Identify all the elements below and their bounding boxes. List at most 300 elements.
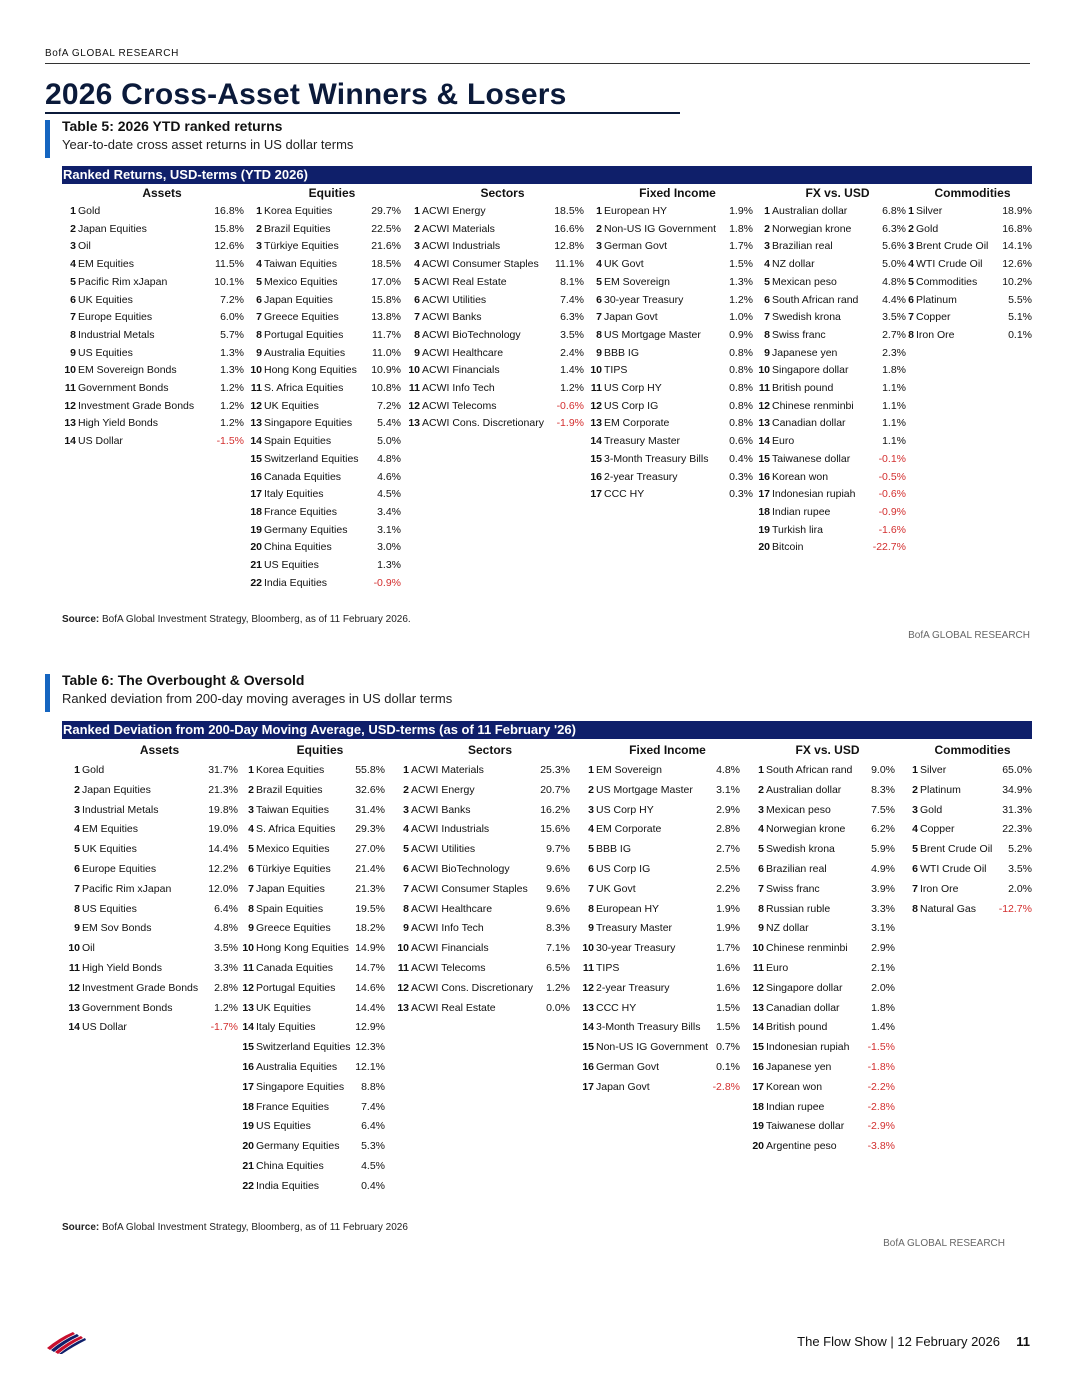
- table5-fixed-income-row: [588, 221, 753, 237]
- table5-sectors-row: [406, 292, 584, 308]
- item-name: Brent Crude Oil: [920, 843, 993, 856]
- rank-number: 1: [70, 205, 76, 217]
- item-name: UK Equities: [264, 399, 319, 412]
- rank-number: 2: [403, 783, 409, 796]
- table5-equities-row: [248, 203, 401, 219]
- rank-number: 8: [908, 328, 914, 341]
- item-name: Mexican peso: [766, 803, 831, 816]
- table5-header-fixed-income: Fixed Income: [639, 186, 716, 200]
- item-value: 5.0%: [377, 435, 401, 448]
- table5-equities-row: [248, 557, 401, 573]
- item-name: Norwegian krone: [772, 222, 852, 235]
- item-value: 0.1%: [1008, 328, 1032, 341]
- rank-number: 13: [582, 1001, 594, 1014]
- table6-sectors-row: [395, 960, 570, 976]
- item-name: Australian dollar: [766, 783, 842, 796]
- table6-fixed-income-row: [580, 1059, 740, 1075]
- item-name: German Govt: [596, 1061, 660, 1073]
- item-value: 1.3%: [729, 275, 753, 288]
- rank-number: 13: [752, 1001, 764, 1014]
- table5-fixed-income-row: [588, 380, 753, 396]
- item-name: ACWI Utilities: [422, 293, 487, 306]
- rank-number: 4: [588, 823, 594, 836]
- item-name: WTI Crude Oil: [916, 258, 983, 271]
- rank-number: 12: [68, 981, 80, 994]
- table6-equities-row: [240, 1158, 385, 1174]
- table5-assets-row: [62, 238, 244, 254]
- item-name: ACWI Consumer Staples: [411, 882, 528, 895]
- item-name: European HY: [604, 205, 668, 217]
- item-name: US Equities: [256, 1120, 311, 1133]
- item-name: Australian dollar: [772, 205, 848, 217]
- item-name: UK Equities: [256, 1001, 311, 1014]
- item-value: 1.6%: [716, 981, 740, 994]
- rank-number: 5: [414, 275, 420, 288]
- item-value: 12.2%: [208, 863, 238, 875]
- item-name: US Corp HY: [604, 382, 662, 394]
- table5-banner: Ranked Returns, USD-terms (YTD 2026): [62, 166, 1032, 184]
- table6-equities-row: [240, 960, 385, 976]
- rank-number: 4: [256, 258, 262, 271]
- table5-sectors-row: [406, 238, 584, 254]
- item-value: 11.0%: [372, 346, 401, 359]
- item-value: 55.8%: [355, 764, 385, 776]
- table6-assets-row: [62, 940, 238, 956]
- item-value: 4.8%: [214, 922, 238, 935]
- item-value: 0.9%: [729, 328, 753, 341]
- item-value: 6.4%: [214, 902, 238, 915]
- rank-number: 11: [758, 382, 770, 394]
- item-name: Swiss franc: [766, 882, 820, 895]
- item-name: Germany Equities: [264, 523, 348, 536]
- rank-number: 8: [912, 902, 918, 915]
- rank-number: 1: [588, 764, 594, 776]
- rank-number: 1: [596, 205, 602, 217]
- item-name: Chinese renminbi: [766, 942, 848, 955]
- table6-fixed-income-row: [580, 980, 740, 996]
- rank-number: 7: [403, 882, 409, 895]
- item-name: Taiwanese dollar: [766, 1120, 845, 1133]
- item-value: 15.6%: [540, 823, 570, 836]
- table5-title: Table 5: 2026 YTD ranked returns: [62, 118, 283, 134]
- item-value: 12.3%: [355, 1041, 385, 1054]
- item-value: 19.5%: [355, 902, 385, 915]
- title-underline: [45, 112, 680, 114]
- rank-number: 8: [248, 902, 254, 915]
- item-value: -0.6%: [556, 399, 584, 412]
- table5-commodities-row: [906, 256, 1032, 272]
- table5-fx-row: [756, 238, 906, 254]
- item-name: UK Govt: [596, 882, 636, 895]
- item-name: TIPS: [604, 364, 628, 377]
- table6-fx-row: [750, 841, 895, 857]
- item-name: UK Govt: [604, 258, 644, 271]
- item-value: 0.6%: [729, 435, 753, 448]
- item-value: 20.7%: [540, 783, 570, 796]
- rank-number: 15: [752, 1041, 764, 1054]
- item-value: 12.9%: [355, 1021, 385, 1034]
- table6-source: [62, 1222, 408, 1233]
- item-name: Türkiye Equities: [256, 863, 331, 875]
- table6-fx-row: [750, 1118, 895, 1134]
- item-value: 9.6%: [546, 863, 570, 875]
- table5-equities-row: [248, 504, 401, 520]
- item-name: Government Bonds: [82, 1001, 173, 1014]
- item-value: 21.3%: [208, 783, 238, 796]
- rank-number: 5: [74, 843, 80, 856]
- table5-equities-row: [248, 433, 401, 449]
- table6-commodities-row: [910, 881, 1032, 897]
- item-value: 16.6%: [554, 222, 584, 235]
- item-name: Gold: [916, 222, 939, 235]
- item-name: Gold: [78, 205, 101, 217]
- item-value: 1.9%: [716, 922, 740, 935]
- item-value: 3.0%: [377, 541, 401, 554]
- item-name: Japan Govt: [596, 1080, 650, 1093]
- item-name: India Equities: [264, 576, 328, 589]
- table6-sectors-row: [395, 841, 570, 857]
- table5-sectors-row: [406, 274, 584, 290]
- item-value: 3.5%: [882, 311, 906, 324]
- table6-assets-row: [62, 960, 238, 976]
- item-value: 2.5%: [716, 863, 740, 875]
- table5-fx-row: [756, 292, 906, 308]
- rank-number: 2: [248, 783, 254, 796]
- item-name: EM Sovereign: [596, 764, 662, 776]
- rank-number: 4: [758, 823, 764, 836]
- item-value: 12.6%: [1002, 258, 1032, 271]
- table6-assets-row: [62, 901, 238, 917]
- item-name: Industrial Metals: [82, 803, 159, 816]
- item-value: 4.8%: [882, 275, 906, 288]
- rank-number: 8: [414, 328, 420, 341]
- table5-equities-row: [248, 486, 401, 502]
- rank-number: 3: [414, 240, 420, 253]
- item-value: 1.6%: [716, 962, 740, 974]
- rank-number: 11: [408, 382, 420, 394]
- rank-number: 17: [752, 1080, 764, 1093]
- item-name: Investment Grade Bonds: [78, 399, 195, 412]
- rank-number: 20: [242, 1140, 254, 1153]
- table6-fx-row: [750, 940, 895, 956]
- table5-equities-row: [248, 221, 401, 237]
- table5-source-label: Source:: [62, 614, 100, 625]
- item-name: Industrial Metals: [78, 328, 155, 341]
- table6-fixed-income-row: [580, 782, 740, 798]
- item-name: EM Corporate: [604, 417, 670, 430]
- item-name: Korean won: [772, 470, 829, 483]
- item-name: Japan Govt: [604, 311, 658, 324]
- item-value: 1.2%: [220, 417, 244, 430]
- rank-number: 14: [590, 435, 602, 448]
- item-value: 29.3%: [355, 823, 385, 836]
- item-value: 14.9%: [355, 942, 385, 955]
- table5-sectors-row: [406, 309, 584, 325]
- item-name: Brent Crude Oil: [916, 240, 989, 253]
- item-value: 11.5%: [215, 258, 244, 271]
- table5-equities-row: [248, 380, 401, 396]
- item-name: Copper: [916, 311, 951, 324]
- table5-fixed-income-row: [588, 451, 753, 467]
- item-value: 27.0%: [355, 843, 385, 856]
- table6-fx-row: [750, 1000, 895, 1016]
- table5-equities-row: [248, 469, 401, 485]
- item-name: Iron Ore: [920, 882, 959, 895]
- table5-assets-row: [62, 292, 244, 308]
- table6-equities-row: [240, 802, 385, 818]
- rank-number: 7: [764, 311, 770, 324]
- table5-fx-row: [756, 522, 906, 538]
- table6-sectors-row: [395, 920, 570, 936]
- item-value: 7.4%: [361, 1100, 385, 1113]
- table6-equities-row: [240, 1039, 385, 1055]
- rank-number: 7: [908, 311, 914, 324]
- item-value: -2.8%: [867, 1100, 895, 1113]
- rank-number: 9: [248, 922, 254, 935]
- item-name: ACWI Banks: [422, 311, 482, 324]
- table5-equities-row: [248, 398, 401, 414]
- rank-number: 1: [403, 764, 409, 776]
- table5-fx-row: [756, 469, 906, 485]
- table5-assets-row: [62, 327, 244, 343]
- item-value: 5.2%: [1008, 843, 1032, 856]
- table5-source-text: BofA Global Investment Strategy, Bloomberg, as of 11 February 2026.: [102, 614, 411, 625]
- rank-number: 6: [248, 863, 254, 875]
- item-name: Japan Equities: [78, 222, 147, 235]
- item-value: 7.2%: [220, 293, 244, 306]
- table5-fx-row: [756, 451, 906, 467]
- item-value: 9.0%: [871, 764, 895, 776]
- rank-number: 6: [758, 863, 764, 875]
- table5-source: [62, 614, 411, 625]
- table5-assets-row: [62, 256, 244, 272]
- rank-number: 17: [582, 1080, 594, 1093]
- rank-number: 13: [242, 1001, 254, 1014]
- item-name: Platinum: [916, 293, 957, 306]
- item-value: 32.6%: [355, 783, 385, 796]
- rank-number: 3: [248, 803, 254, 816]
- rank-number: 5: [70, 275, 76, 288]
- rank-number: 8: [764, 328, 770, 341]
- item-value: 8.1%: [560, 275, 584, 288]
- table5-assets-row: [62, 221, 244, 237]
- item-name: France Equities: [264, 505, 337, 518]
- item-name: ACWI Financials: [422, 364, 500, 377]
- rank-number: 8: [758, 902, 764, 915]
- rank-number: 6: [74, 863, 80, 875]
- item-value: 1.2%: [546, 981, 570, 994]
- item-name: Norwegian krone: [766, 823, 846, 836]
- rank-number: 10: [408, 364, 420, 377]
- item-value: 17.0%: [371, 275, 401, 288]
- item-value: 18.2%: [355, 922, 385, 935]
- item-value: 31.4%: [355, 803, 385, 816]
- rank-number: 2: [764, 222, 770, 235]
- item-name: NZ dollar: [772, 258, 815, 271]
- table5-assets-row: [62, 415, 244, 431]
- item-name: 3-Month Treasury Bills: [604, 452, 709, 465]
- rank-number: 12: [250, 399, 262, 412]
- item-value: 1.2%: [214, 1001, 238, 1014]
- rank-number: 8: [403, 902, 409, 915]
- item-name: Singapore Equities: [256, 1080, 345, 1093]
- rank-number: 5: [403, 843, 409, 856]
- rank-number: 13: [758, 417, 770, 430]
- item-name: ACWI Cons. Discretionary: [422, 417, 544, 430]
- table6-commodities-row: [910, 802, 1032, 818]
- table6-fx-row: [750, 920, 895, 936]
- rank-number: 22: [250, 576, 262, 589]
- table6-fx-row: [750, 881, 895, 897]
- item-name: Copper: [920, 823, 955, 836]
- item-name: Portugal Equities: [264, 328, 344, 341]
- table5-sectors-row: [406, 362, 584, 378]
- table5-accent-bar: [45, 120, 50, 158]
- item-name: Japan Equities: [256, 882, 325, 895]
- item-value: 4.5%: [377, 488, 401, 501]
- item-name: High Yield Bonds: [82, 962, 162, 974]
- item-value: 2.7%: [882, 328, 906, 341]
- item-value: -1.7%: [210, 1021, 238, 1034]
- item-name: ACWI Consumer Staples: [422, 258, 539, 271]
- rank-number: 8: [588, 902, 594, 915]
- rank-number: 1: [758, 764, 764, 776]
- item-name: Switzerland Equities: [264, 452, 359, 465]
- item-value: -1.5%: [216, 435, 244, 448]
- rank-number: 2: [70, 222, 76, 235]
- item-name: EM Equities: [78, 258, 135, 271]
- table6-fixed-income-row: [580, 762, 740, 778]
- table5-assets-row: [62, 362, 244, 378]
- item-value: 6.3%: [560, 311, 584, 324]
- table5-fx-row: [756, 274, 906, 290]
- rank-number: 10: [68, 942, 80, 955]
- item-value: 19.0%: [208, 823, 238, 836]
- item-name: Russian ruble: [766, 902, 831, 915]
- table5-header-fx: FX vs. USD: [805, 186, 870, 200]
- table6-title: Table 6: The Overbought & Oversold: [62, 672, 305, 688]
- rank-number: 3: [588, 803, 594, 816]
- rank-number: 16: [752, 1061, 764, 1073]
- item-value: 6.8%: [882, 205, 906, 217]
- table6-assets-row: [62, 1000, 238, 1016]
- table5-fx-row: [756, 433, 906, 449]
- item-name: TIPS: [596, 962, 620, 974]
- item-name: Türkiye Equities: [264, 240, 339, 253]
- table6-assets-row: [62, 802, 238, 818]
- table6-fixed-income-row: [580, 1019, 740, 1035]
- table6-sectors-row: [395, 1000, 570, 1016]
- table5-commodities-row: [906, 309, 1032, 325]
- item-value: 31.3%: [1002, 803, 1032, 816]
- item-name: US Equities: [264, 559, 319, 571]
- item-value: 5.9%: [871, 843, 895, 856]
- table5-sectors-row: [406, 203, 584, 219]
- table6-fixed-income-row: [580, 960, 740, 976]
- rank-number: 15: [242, 1041, 254, 1054]
- item-value: -2.8%: [712, 1080, 740, 1093]
- table6-sectors-row: [395, 821, 570, 837]
- rank-number: 21: [242, 1160, 254, 1172]
- item-name: ACWI Energy: [422, 205, 486, 217]
- item-value: 18.5%: [371, 258, 401, 271]
- item-value: 5.1%: [1008, 311, 1032, 324]
- item-value: 4.5%: [361, 1160, 385, 1172]
- rank-number: 9: [74, 922, 80, 935]
- table5-sectors-row: [406, 380, 584, 396]
- item-value: 14.1%: [1002, 240, 1032, 253]
- rank-number: 15: [590, 452, 602, 465]
- item-name: Taiwan Equities: [256, 803, 329, 816]
- table6-equities-row: [240, 1178, 385, 1194]
- rank-number: 14: [64, 435, 76, 448]
- item-name: ACWI Utilities: [411, 843, 476, 856]
- rank-number: 1: [248, 764, 254, 776]
- rank-number: 17: [242, 1080, 254, 1093]
- item-value: 16.2%: [540, 803, 570, 816]
- item-name: Swedish krona: [772, 311, 841, 324]
- header-brand: BofA GLOBAL RESEARCH: [45, 48, 179, 59]
- item-name: German Govt: [604, 240, 668, 253]
- table5-equities-row: [248, 327, 401, 343]
- item-value: 1.2%: [729, 293, 753, 306]
- table6-sectors-row: [395, 782, 570, 798]
- rank-number: 6: [908, 293, 914, 306]
- table5-sectors-row: [406, 327, 584, 343]
- table6-source-label: Source:: [62, 1222, 100, 1233]
- rank-number: 4: [596, 258, 602, 271]
- table5-commodities-row: [906, 327, 1032, 343]
- table6-accent-bar: [45, 674, 50, 712]
- item-value: 2.0%: [871, 981, 895, 994]
- item-value: 1.3%: [377, 559, 401, 571]
- table6-fx-row: [750, 980, 895, 996]
- table5-fx-row: [756, 345, 906, 361]
- rank-number: 4: [248, 823, 254, 836]
- rank-number: 6: [596, 293, 602, 306]
- item-value: 0.3%: [729, 488, 753, 501]
- rank-number: 7: [248, 882, 254, 895]
- rank-number: 8: [596, 328, 602, 341]
- item-name: South African rand: [766, 764, 853, 776]
- item-value: 1.1%: [882, 435, 906, 448]
- rank-number: 4: [908, 258, 914, 271]
- table6-equities-row: [240, 782, 385, 798]
- item-name: ACWI Info Tech: [422, 382, 495, 394]
- rank-number: 12: [408, 399, 420, 412]
- table5-commodities-row: [906, 238, 1032, 254]
- rank-number: 5: [588, 843, 594, 856]
- item-name: Greece Equities: [264, 311, 339, 324]
- table5-fixed-income-row: [588, 486, 753, 502]
- table5-commodities-row: [906, 292, 1032, 308]
- item-value: 2.7%: [716, 843, 740, 856]
- table5-assets-row: [62, 274, 244, 290]
- rank-number: 16: [758, 470, 770, 483]
- item-value: 21.4%: [355, 863, 385, 875]
- item-name: Silver: [916, 205, 943, 217]
- table5-commodities-row: [906, 274, 1032, 290]
- item-value: 5.3%: [361, 1140, 385, 1153]
- rank-number: 14: [758, 435, 770, 448]
- item-value: 5.7%: [220, 328, 244, 341]
- rank-number: 8: [256, 328, 262, 341]
- table5-research-note: BofA GLOBAL RESEARCH: [908, 630, 1030, 641]
- item-value: 2.9%: [716, 803, 740, 816]
- table5-commodities-row: [906, 203, 1032, 219]
- rank-number: 17: [250, 488, 262, 501]
- page-title: 2026 Cross-Asset Winners & Losers: [45, 78, 567, 111]
